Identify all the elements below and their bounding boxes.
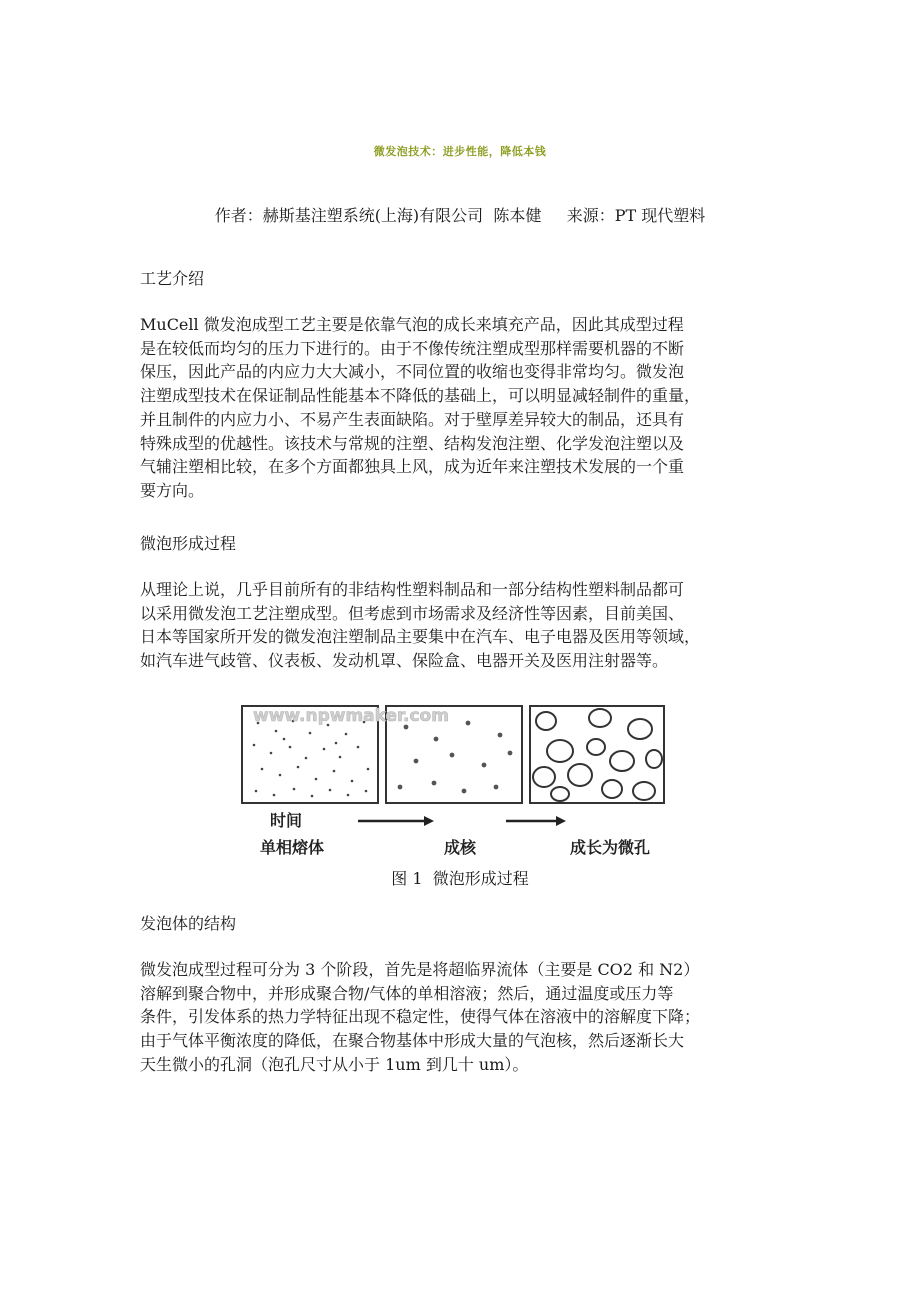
paragraph-line: 以采用微发泡工艺注塑成型。但考虑到市场需求及经济性等因素，目前美国、 xyxy=(140,603,685,623)
paragraph-line: 微发泡成型过程可分为 3 个阶段，首先是将超临界流体（主要是 CO2 和 N2） xyxy=(140,960,700,979)
paragraph-process-intro xyxy=(140,313,780,503)
paragraph-line: 气辅注塑相比较，在多个方面都独具上风，成为近年来注塑技术发展的一个重 xyxy=(140,457,685,477)
paragraph-line: 如汽车进气歧管、仪表板、发动机罩、保险盒、电器开关及医用注射器等。 xyxy=(140,651,669,671)
section-heading-process-intro: 工艺介绍 xyxy=(140,269,205,288)
byline: 作者：赫斯基注塑系统(上海)有限公司 陈本健 来源：PT 现代塑料 xyxy=(214,206,706,225)
stage-label-growth: 成长为微孔 xyxy=(570,838,651,857)
paragraph-line: 要方向。 xyxy=(140,480,205,500)
section-heading-bubble-formation: 微泡形成过程 xyxy=(140,534,237,553)
paragraph-line: 注塑成型技术在保证制品性能基本不降低的基础上，可以明显减轻制件的重量， xyxy=(140,386,701,406)
arrow-to-growth xyxy=(506,816,566,826)
paragraph-line: 天生微小的孔洞（泡孔尺寸从小于 1um 到几十 um）。 xyxy=(140,1054,529,1074)
stage-label-melt: 单相熔体 xyxy=(260,838,325,857)
paragraph-line: 并且制件的内应力小、不易产生表面缺陷。对于壁厚差异较大的制品，还具有 xyxy=(140,409,685,429)
paragraph-line: 特殊成型的优越性。该技术与常规的注塑、结构发泡注塑、化学发泡注塑以及 xyxy=(140,433,685,453)
paragraph-line: 由于气体平衡浓度的降低，在聚合物基体中形成大量的气泡核，然后逐渐长大 xyxy=(140,1031,685,1051)
paragraph-line: 溶解到聚合物中，并形成聚合物/气体的单相溶液；然后，通过温度或压力等 xyxy=(140,983,674,1003)
stage-label-nucleation: 成核 xyxy=(444,838,477,857)
figure-caption: 图 1 微泡形成过程 xyxy=(391,869,529,888)
section-heading-foam-structure: 发泡体的结构 xyxy=(140,914,237,933)
document-title: 微发泡技术：进步性能，降低本钱 xyxy=(373,145,547,158)
paragraph-line: 条件，引发体系的热力学特征出现不稳定性，使得气体在溶液中的溶解度下降； xyxy=(140,1007,701,1027)
paragraph-line: 从理论上说，几乎目前所有的非结构性塑料制品和一部分结构性塑料制品都可 xyxy=(140,580,685,599)
watermark: www.npwmaker.com xyxy=(253,706,449,726)
arrow-to-nucleation xyxy=(358,816,434,826)
paragraph-line: 日本等国家所开发的微发泡注塑制品主要集中在汽车、电子电器及医用等领域， xyxy=(140,627,701,647)
paragraph-line: 保压，因此产品的内应力大大减小，不同位置的收缩也变得非常均匀。微发泡 xyxy=(140,362,685,382)
paragraph-line: 是在较低而均匀的压力下进行的。由于不像传统注塑成型那样需要机器的不断 xyxy=(140,338,685,358)
bubble-formation-figure xyxy=(238,703,670,863)
paragraph-line: MuCell 微发泡成型工艺主要是依靠气泡的成长来填充产品，因此其成型过程 xyxy=(140,315,684,334)
time-label: 时间 xyxy=(270,811,303,830)
paragraph-foam-structure xyxy=(140,958,780,1077)
paragraph-bubble-formation xyxy=(140,578,780,673)
